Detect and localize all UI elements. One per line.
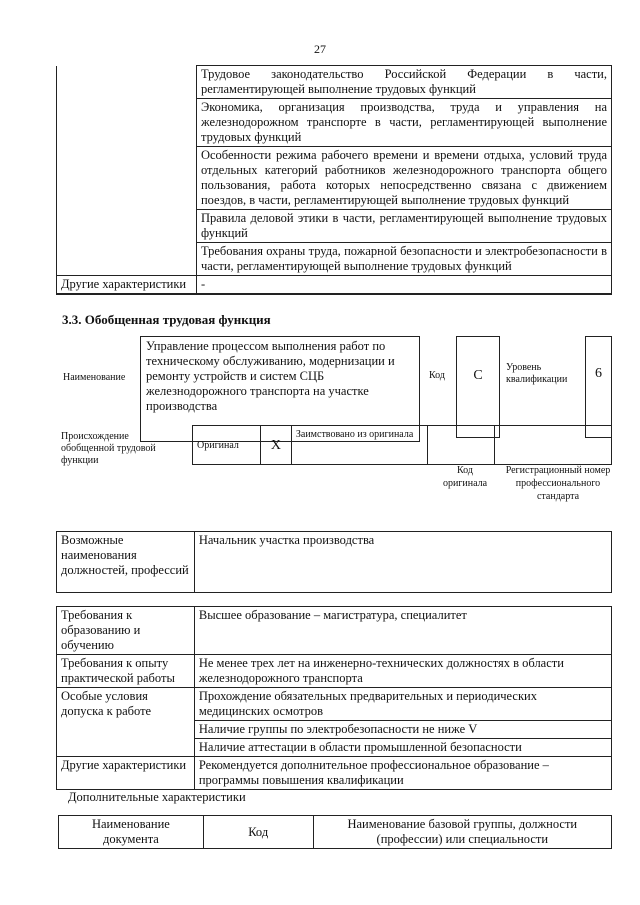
positions-value: Начальник участка производства xyxy=(194,532,611,593)
requirement-value: Наличие аттестации в области промышленной безопасности xyxy=(194,739,611,757)
requirement-value: Рекомендуется дополнительное профессиональное образование – программы повышения квалификации xyxy=(194,757,611,790)
table-row xyxy=(59,816,612,849)
requirement-label: Требования к опыту практической работы xyxy=(57,655,195,688)
other-characteristics-label: Другие характеристики xyxy=(57,276,197,295)
code-value: C xyxy=(456,336,500,438)
column-header-name: Наименование базовой группы, должности (профессии) или специальности xyxy=(313,816,611,849)
positions-label: Возможные наименования должностей, профессий xyxy=(57,532,195,593)
column-header-code: Код xyxy=(203,816,313,849)
extra-characteristics-heading: Дополнительные характеристики xyxy=(68,790,246,804)
registration-number-caption: Регистрационный номер профессионального стандарта xyxy=(505,465,611,502)
table-row xyxy=(57,532,612,593)
empty-label-cell xyxy=(57,66,197,276)
qualification-level-value: 6 xyxy=(585,336,612,438)
registration-number-cell xyxy=(495,426,612,465)
table-row xyxy=(57,276,612,295)
knowledge-continuation-table xyxy=(56,65,612,295)
original-label: Оригинал xyxy=(193,426,261,465)
page-number: 27 xyxy=(314,42,326,56)
level-label: Уровень квалификации xyxy=(506,362,568,385)
origin-table xyxy=(192,425,612,465)
requirement-value: Наличие группы по электробезопасности не ниже V xyxy=(194,721,611,739)
other-characteristics-value: - xyxy=(196,276,611,295)
table-row xyxy=(57,607,612,655)
knowledge-item: Правила деловой этики в части, регламентирующей выполнение трудовых функций xyxy=(196,210,611,243)
borrowed-label: Заимствовано из оригинала xyxy=(291,426,427,465)
requirement-value: Высшее образование – магистратура, специалитет xyxy=(194,607,611,655)
knowledge-item: Экономика, организация производства, труда и управления на железнодорожном транспорте в части, регламентирующей выполнение трудовых функций xyxy=(196,99,611,147)
table-row xyxy=(57,655,612,688)
requirements-table xyxy=(56,606,612,790)
table-row xyxy=(57,688,612,721)
code-original-caption: Код оригинала xyxy=(442,465,488,489)
code-label: Код xyxy=(429,370,445,381)
original-mark: X xyxy=(260,426,291,465)
requirement-value: Не менее трех лет на инженерно-технических должностях в области железнодорожного транспорта xyxy=(194,655,611,688)
column-header-document: Наименование документа xyxy=(59,816,204,849)
extra-characteristics-table xyxy=(58,815,612,849)
positions-table xyxy=(56,531,612,593)
knowledge-item: Трудовое законодательство Российской Федерации в части, регламентирующей выполнение трудовых функций xyxy=(196,66,611,99)
requirement-label: Особые условия допуска к работе xyxy=(57,688,195,757)
code-original-cell xyxy=(427,426,495,465)
table-row xyxy=(57,66,612,99)
requirement-value: Прохождение обязательных предварительных и периодических медицинских осмотров xyxy=(194,688,611,721)
requirement-label: Требования к образованию и обучению xyxy=(57,607,195,655)
name-label: Наименование xyxy=(63,372,126,383)
function-name-value: Управление процессом выполнения работ по техническому обслуживанию, модернизации и ремонту устройств и систем СЦБ железнодорожного транспорта на участке производства xyxy=(140,336,420,442)
table-row xyxy=(57,757,612,790)
section-heading: 3.3. Обобщенная трудовая функция xyxy=(62,312,271,327)
table-row xyxy=(193,426,612,465)
knowledge-item: Требования охраны труда, пожарной безопасности и электробезопасности в части, регламентирующей выполнение трудовых функций xyxy=(196,243,611,276)
knowledge-item: Особенности режима рабочего времени и времени отдыха, условий труда отдельных категорий работников железнодорожного транспорта общего пользования, работа которых непосредственно связана с движением поездов, в части, регламентирующей выполнение трудовых функций xyxy=(196,147,611,210)
requirement-label: Другие характеристики xyxy=(57,757,195,790)
origin-label: Происхождение обобщенной трудовой функции xyxy=(61,431,156,466)
